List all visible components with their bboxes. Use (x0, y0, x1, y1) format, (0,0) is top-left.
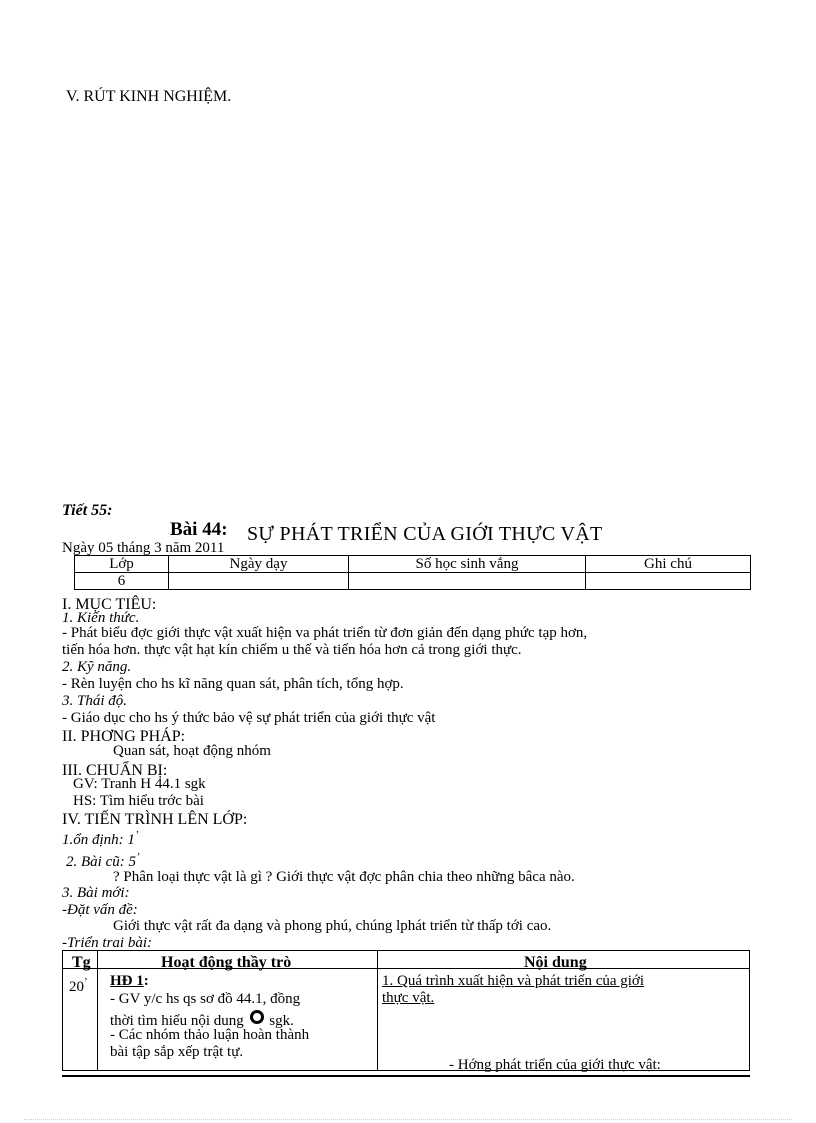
chuan-bi-heading: III. CHUẨN BỊ: (62, 762, 168, 779)
time-prime: ’ (84, 976, 88, 988)
cell-lop: 6 (75, 573, 169, 590)
dat-van-de-line: Giới thực vật rất đa dạng và phong phú, chúng lphát triển từ thấp tới cao. (113, 918, 552, 934)
hs-line: HS: Tìm hiểu trớc bài (73, 793, 204, 809)
bai-cu-text: 2. Bài cũ: 5 (66, 854, 136, 870)
hd1-label-colon: : (143, 973, 149, 989)
hd1-line-3: - Các nhóm thảo luận hoàn thành (110, 1027, 310, 1043)
on-dinh-text: 1.ổn định: 1 (62, 832, 135, 848)
lesson-table (62, 950, 750, 1071)
kien-thuc-line-2: tiến hóa hơn. thực vật hạt kín chiếm u thế và tiến hóa hơn cả trong giới thực. (62, 642, 522, 658)
time-cell (69, 977, 88, 995)
thai-do-heading: 3. Thái độ. (62, 693, 128, 709)
attendance-row (75, 573, 751, 590)
hd1-line-2-sgk: sgk. (269, 1013, 294, 1029)
on-dinh-line (62, 830, 139, 848)
cell-ghi-chu (586, 573, 751, 590)
hd1-line-4: bài tập sắp xếp trật tự. (110, 1044, 244, 1060)
cell-so-hs-vang (349, 573, 586, 590)
trien-khai-heading: -Triển trai bài: (62, 935, 153, 951)
phuong-phap-line: Quan sát, hoạt động nhóm (113, 743, 271, 759)
noi-dung-line-3: - Hớng phát triển của giới thực vật: (449, 1057, 661, 1073)
noi-dung-line-2: thực vật. (382, 990, 435, 1006)
bottom-rule (62, 1075, 750, 1077)
attendance-header-row (75, 556, 751, 573)
attendance-table (74, 555, 751, 590)
bai-cu-prime: ’ (135, 851, 140, 863)
ky-nang-line: - Rèn luyện cho hs kĩ năng quan sát, phân tích, tổng hợp. (62, 676, 404, 692)
col-header-hoat-dong: Hoạt động thầy trò (161, 954, 292, 971)
tiet-label: Tiết 55: (62, 502, 113, 519)
time-value: 20 (69, 979, 84, 995)
section-v-heading: V. RÚT KINH NGHIỆM. (66, 88, 232, 105)
lesson-title: SỰ PHÁT TRIỂN CỦA GIỚI THỰC VẬT (247, 523, 603, 545)
page-footer-rule (24, 1119, 792, 1120)
phuong-phap-heading: II. PHƠNG PHÁP: (62, 728, 186, 745)
dat-van-de-heading: -Đặt vấn đề: (62, 902, 138, 918)
col-header-ghi-chu: Ghi chú (586, 556, 751, 573)
kien-thuc-heading: 1. Kiến thức. (62, 610, 140, 626)
ky-nang-heading: 2. Kỹ năng. (62, 659, 132, 675)
on-dinh-prime: ’ (134, 829, 139, 841)
col-header-so-hs-vang: Số học sinh vắng (349, 556, 586, 573)
cell-ngay-day (169, 573, 349, 590)
tien-trinh-heading: IV. TIẾN TRÌNH LÊN LỚP: (62, 811, 248, 828)
bai-moi-heading: 3. Bài mới: (62, 885, 130, 901)
col-header-tg: Tg (72, 954, 91, 971)
date-line: Ngày 05 tháng 3 năm 2011 (62, 540, 225, 556)
col-header-lop: Lớp (75, 556, 169, 573)
noi-dung-line-1: 1. Quá trình xuất hiện và phát triển của giới (382, 973, 645, 989)
hd1-line-1: - GV y/c hs qs sơ đồ 44.1, đồng (110, 991, 301, 1007)
bai-label: Bài 44: (170, 519, 228, 540)
col-header-noi-dung: Nội dung (524, 954, 587, 971)
hd1-line-2-text: thời tìm hiểu nội dung (110, 1013, 244, 1029)
muc-tieu-heading: I. MỤC TIÊU: (62, 596, 157, 613)
col-header-ngay-day: Ngày dạy (169, 556, 349, 573)
thai-do-line: - Giáo dục cho hs ý thức bảo vệ sự phát triển của giới thực vật (62, 710, 436, 726)
hd1-label (110, 974, 149, 989)
circle-bullet-icon (250, 1010, 264, 1024)
hd1-label-text: HĐ 1 (110, 973, 144, 989)
bai-cu-question: ? Phân loại thực vật là gì ? Giới thực vật đợc phân chia theo những bâca nào. (113, 869, 575, 885)
gv-line: GV: Tranh H 44.1 sgk (73, 776, 206, 792)
kien-thuc-line-1: - Phát biểu đợc giới thực vật xuất hiện va phát triển từ đơn giản đến dạng phức tạp hơn, (62, 625, 588, 641)
bai-cu-line (66, 852, 140, 870)
